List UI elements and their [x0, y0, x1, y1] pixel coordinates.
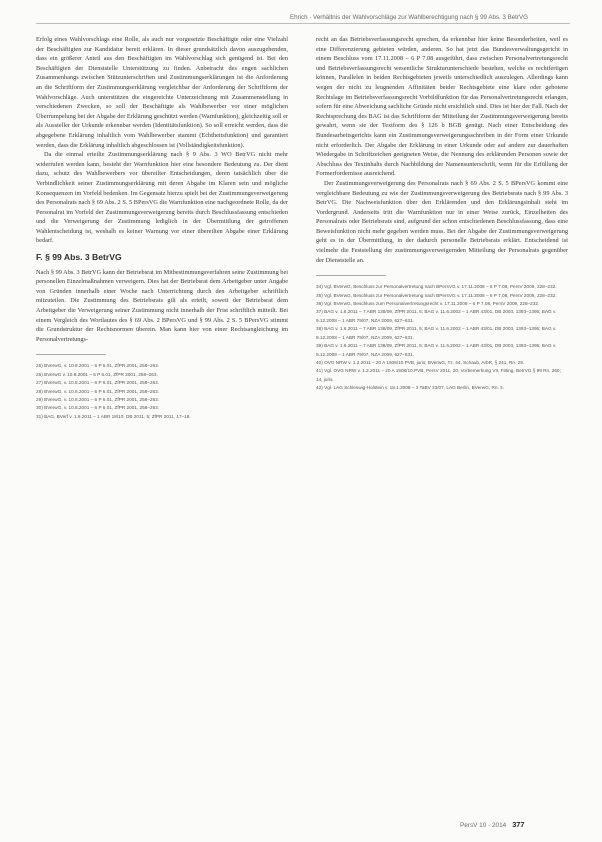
- footnotes-left: [36, 362, 288, 421]
- body-paragraph: Nach § 99 Abs. 3 BetrVG kann der Betriebsrat im Mitbestimmungsverfahren seine Zustimmung bei personellen Einzelmaßnahmen verweigern. Dies hat der Betriebsrat dem Arbeitgeber unter Angabe von Gründen innerhalb einer Woche nach Unterrichtung durch den Arbeitgeber schriftlich mitzuteilen. Die Zustimmung des Betriebsrats gilt als erteilt, soweit der Betriebsrat dem Arbeitgeber die Verweigerung seiner Zustimmung nicht innerhalb der Frist schriftlich mitteilt. Bei einem Vergleich des Wortlautes des § 69 Abs. 2 BPersVG und § 99 Abs. 2 S. 5 BPersVG stimmt die Grundstruktur der Rechtsnormen überein. Man kann hier von einer Rechtsangleichung im Personalvertretungs-: [36, 268, 288, 343]
- footnotes-right: [316, 283, 568, 392]
- left-column: [36, 35, 288, 421]
- footnote: 28) BVerwG, v. 10.8.2001 – 6 P 6.01, ZfPR 2001, 258–263.: [36, 388, 160, 394]
- footnote: 36) Vgl. BVerwG, Beschluss zum Personalvertretungsrecht v. 17.11.2008 – 6 P 7.08, PersV 2009, 228–232.: [316, 301, 540, 307]
- footnote: 40) OVG NRW v. 1.2.2011 – 20 A 1508/10.PVB, juris; BVerwG, Tz. 44, Schaub, ArbR, § 241, Rn. 29.: [316, 359, 525, 365]
- journal-issue: PersV 10 · 2014: [460, 822, 507, 829]
- footnote: 42) Vgl. LAG Schleswig-Holstein v. 18.1.2008 – 3 TaBV 33/07, LAG Berlin, BVerwG, Rn. 3.: [316, 385, 504, 391]
- body-paragraph: recht an das Betriebsverfassungsrecht sprechen, da erkennbar hier keine Besonderheiten, weil es eine Differenzierung gebieten würden, anderen. So hat jetzt das Bundesverwaltungsgericht in einem Beschluss vom 17.11.2008 – 6 P 7.08 ausgeführt, dass zwischen Personalvertretungsrecht und Betriebsverfassungsrecht wesentliche Strukturunterschiede bestehen, welche es rechtfertigen können, Parallelen in beiden Rechtsgebieten jeweils unterschiedlich auszulegen. Allerdings kann wegen der nicht zu leugnenden Affinitäten beider Rechtsgebiete eine klare oder gebotene Rechtslage im Betriebsverfassungsrecht Vorbildfunktion für das Personalvertretungsrecht erlangen, sofern für eine Abweichung sachliche Gründe nicht ersichtlich sind. Dies ist hier der Fall. Nach der Rechtsprechung des BAG ist das Schriftform der Mitteilung der Zustimmungsverweigerung bereits gewahrt, wenn sie der Textform des § 126 b BGB genügt. Nach einer Entscheidung des Bundesarbeitsgerichts kann ein Zustimmungsverweigerungsschreiben in der Form einer Urkunde nicht erforderlich. Der Abgabe der Erklärung in einer Urkunde oder auf andere zur dauerhaften Wiedergabe in Schriftzeichen geeigneten Weise, die Nennung des erklärenden Personen sowie der Abschluss des Textinhalts durch Nachbildung der Namensunterschrift, wenn für die Erfüllung der Formerfordernisse ausreichend.: [316, 36, 568, 178]
- body-paragraph: Da die einmal erteilte Zustimmungserklärung nach § 9 Abs. 3 WO BetrVG nicht mehr widerrufen werden kann, besteht der Warnfunktion hier eine besondere Bedeutung zu. Der dient dazu, schutz des Wahlbewerbers vor übereilter Entscheidungen, deren tatsächlich über die Verbindlichkeit seiner Zustimmungserklärung mit deren Abgabe im Klaren sein und mögliche Konsequenzen im Vorfeld bedenken. Im Gegensatz hierzu spielt bei der Zustimmungsverweigerung des Personalrats nach § 69 Abs. 2 S. 5 BPersVG die Warnfunktion eine nachgeordnete Rolle, da der Personalrat im Vorfeld der Zustimmungsverweigerung bereits durch Beschlussfassung entschieden und die Verweigerung der Zustimmung lediglich in der Übermittlung der getroffenen Wahlentscheidung ist, weshalb es keiner Warnung vor einer übereilten Abgabe einer Erklärung bedarf.: [36, 151, 288, 245]
- footnote: 35) Vgl. BVerwG, Beschluss zur Personalvertretung nach BPersVG v. 17.11.2008 – 6 P 7.08, PersV 2009, 228–232.: [316, 292, 557, 298]
- footnote-rule: [316, 275, 386, 276]
- footnote: 37) BAG v. 1.6.2011 – 7 ABR 138/09, ZfPR 2011, 5; BAG v. 11.6.2002 – 1 ABR 43/01, DB 2003, 1393–1395; BAG v. 9.12.2008 – 1 ABR 79/07, NZA 2009, 627–631.: [316, 309, 557, 323]
- body-paragraph: Erfolg eines Wahlvorschlags eine Rolle, als auch nur vorgesetzte Beschäftigte oder eine Vielzahl der Beschäftigten zur Kandidatur bereit erklären. In dieser grundsätzlich davon auszugehenden, dass ein größerer Anteil aus den Beschäftigten im Wahlvorschlag sich genügend ist. Bei den Beschäftigten der Dienststelle Unterstützung zu finden. Anbetracht des engen sachlichen Zusammenhangs zwischen Stützunterschriften und Zustimmungserklärungen ist die Anforderung an die Schriftform der Zustimmungserklärung vergleichbar der Anforderung der Schriftform der Wahlvorschläge. Auch unterstützen die eingereichte Unterzeichnung mit Zusammenstellung in verschiedenen Zwecken, so soll der Beschäftigte als Wahlbewerber vor einer möglichen Überrumpelung bei der Abgabe der Erklärung geschützt werden (Warnfunktion), gleichzeitig soll er als Aussteller der Urkunde erkennbar werden (Identitätsfunktion). So soll erreicht werden, dass die abgegebene Erklärung inhaltlich vom Wahlbewerber stammt (Echtheitsfunktion) und garantiert werden, dass die Erklärung inhaltlich abgeschlossen ist (Vollständigkeitsfunktion).: [36, 36, 288, 149]
- footnote: 34) Vgl. BVerwG, Beschluss zur Personalvertretung nach BPersVG v. 17.11.2008 – 6 P 7.08, PersV 2009, 228–232.: [316, 284, 557, 290]
- header-rule: [36, 23, 570, 24]
- footnote: 30) BVerwG, v. 10.8.2001 – 6 P 6.01, ZfPR 2001, 258–263.: [36, 405, 160, 411]
- page-number: 377: [512, 820, 525, 829]
- body-paragraph: Der Zustimmungsverweigerung des Personalrats nach § 69 Abs. 2 S. 5 BPersVG kommt eine vergleichbare Bedeutung zu wie der Zustimmungsverweigerung des Betriebsrats nach § 99 Abs. 3 BetrVG. Die Nachweisfunktion über den Erklärenden und den Erklärungsinhalt steht im Vordergrund. Anderseits tritt die Warnfunktion nur in einer Weise zurück, Einzelheiten des Personalrats oder Betriebsrats sind, aufgrund der schon entschiedenen Beschlussfassung, dass eine Beweisfunktion nicht mehr gegeben werden muss. Bei der Abgabe der Zustimmungsverweigerung geht es in der Übermittlung, in der dadurch personelle Betriebsrats erklärt. Entscheidend ist vielmehr die Feststellung der zustimmungsverweigernden Mitteilung der Personalrats gegenüber der Dienststelle an.: [316, 179, 568, 264]
- footnote: 38) BAG v. 1.6.2011 – 7 ABR 138/09, ZfPR 2011, 5; BAG v. 11.6.2002 – 1 ABR 43/01, DB 2003, 1393–1395; BAG v. 9.12.2008 – 1 ABR 79/07, NZA 2009, 627–631.: [316, 326, 557, 340]
- footnote: 41) Vgl. OVG NRW v. 1.2.2011 – 20 A 1508/10.PVB, PersV 2011, 20, Vorbemerkung VII, Fitting, BetrVG § 99 Rn. 260; 14, juris.: [316, 368, 561, 382]
- running-header: Ehrich · Verhältnis der Wahlvorschläge zur Wahlberechtigung nach § 99 Abs. 3 BetrVG: [290, 14, 528, 21]
- section-heading: F. § 99 Abs. 3 BetrVG: [36, 252, 122, 263]
- right-column: [316, 35, 568, 393]
- footnote: 29) BVerwG, v. 10.8.2001 – 6 P 6.01, ZfPR 2001, 258–263.: [36, 397, 160, 403]
- footnote: 27) BVerwG, v. 10.8.2001 – 6 P 6.01, ZfPR 2001, 258–263.: [36, 380, 160, 386]
- page-footer: [460, 820, 525, 829]
- footnote: 31) BAG, BVerf v. 1.6.2011 – 1 ABR 18/10, DB 2011, 5; ZfPR 2011, 17–18.: [36, 413, 191, 419]
- footnote: 26) BVerwG v. 10.8.2001 – 6 P 6.01, ZfPR 2001, 258–263.: [36, 371, 158, 377]
- footnote-rule: [36, 354, 106, 355]
- footnote: 26) BVerwG, v. 10.8.2001 – 6 P 6.01, ZfPR 2001, 258–263.: [36, 363, 160, 369]
- footnote: 39) BAG v. 1.6.2011 – 7 ABR 138/09, ZfPR 2011, 5; BAG v. 11.6.2002 – 1 ABR 43/01, DB 2003, 1393–1395; BAG v. 9.12.2008 – 1 ABR 79/07, NZA 2009, 627–631.: [316, 343, 557, 357]
